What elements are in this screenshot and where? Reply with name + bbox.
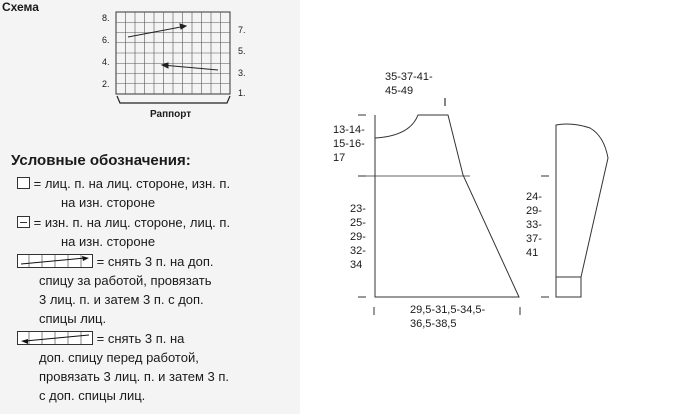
dim-line: 35-37-41- bbox=[385, 71, 433, 83]
dim-line: 37- bbox=[526, 233, 542, 245]
dim-line: 13-14- bbox=[333, 124, 365, 136]
dim-line: 41 bbox=[526, 247, 539, 259]
row-number: 3. bbox=[238, 68, 246, 78]
body-dimension-ticks bbox=[358, 115, 520, 315]
row-number: 4. bbox=[102, 57, 110, 67]
legend-item-purl bbox=[17, 213, 297, 251]
row-number: 6. bbox=[102, 35, 110, 45]
legend-text: = изн. п. на лиц. стороне, лиц. п. bbox=[33, 215, 231, 230]
body-pattern bbox=[375, 98, 519, 297]
dim-line: 23- bbox=[350, 203, 366, 215]
row-number: 7. bbox=[238, 25, 246, 35]
legend-text: = снять 3 п. на доп. bbox=[96, 254, 214, 269]
row-number: 5. bbox=[238, 46, 246, 56]
legend-text: доп. спицу перед работой, bbox=[39, 350, 199, 365]
dash-cell-icon bbox=[17, 216, 30, 228]
dim-line: 45-49 bbox=[385, 85, 414, 97]
empty-cell-icon bbox=[17, 177, 30, 189]
legend-item-cable-left bbox=[17, 329, 297, 405]
legend-title: Условные обозначения: bbox=[11, 152, 191, 169]
neck-width-label bbox=[385, 70, 433, 98]
legend-text: провязать 3 лиц. п. и затем 3 п. bbox=[39, 369, 230, 384]
legend-text: = лиц. п. на лиц. стороне, изн. п. bbox=[33, 176, 231, 191]
sleeve-pattern bbox=[556, 124, 608, 297]
row-number: 1. bbox=[238, 88, 246, 98]
dim-line: 24- bbox=[526, 191, 542, 203]
dim-line: 29- bbox=[526, 205, 542, 217]
legend-text: на изн. стороне bbox=[61, 234, 156, 249]
sleeve-length-label bbox=[526, 190, 542, 260]
legend-text: спицы лиц. bbox=[39, 311, 107, 326]
scheme-grid bbox=[116, 12, 230, 94]
dim-line: 36,5-38,5 bbox=[410, 318, 457, 330]
cable-right-icon bbox=[17, 254, 93, 268]
cable-left-icon bbox=[17, 331, 93, 345]
armhole-depth-label bbox=[333, 123, 365, 165]
legend-text: на изн. стороне bbox=[61, 195, 156, 210]
row-number: 8. bbox=[102, 13, 110, 23]
dim-line: 33- bbox=[526, 219, 542, 231]
dim-line: 15-16- bbox=[333, 138, 365, 150]
legend-text: с доп. спицы лиц. bbox=[39, 388, 146, 403]
sleeve-dimension-ticks bbox=[541, 176, 549, 297]
rapport-bracket bbox=[117, 96, 230, 103]
row-number: 2. bbox=[102, 79, 110, 89]
body-length-label bbox=[350, 202, 366, 272]
scheme-title: Схема bbox=[2, 0, 39, 14]
legend-item-knit bbox=[17, 174, 297, 212]
legend-item-cable-right bbox=[17, 252, 297, 328]
legend-text: = снять 3 п. на bbox=[96, 331, 185, 346]
dim-line: 25- bbox=[350, 217, 366, 229]
dim-line: 29- bbox=[350, 231, 366, 243]
dim-line: 32- bbox=[350, 245, 366, 257]
hem-width-label bbox=[410, 303, 485, 331]
dim-line: 29,5-31,5-34,5- bbox=[410, 304, 486, 316]
legend-text: 3 лиц. п. и затем 3 п. с доп. bbox=[39, 292, 204, 307]
rapport-label: Раппорт bbox=[150, 109, 192, 120]
dim-line: 17 bbox=[333, 152, 346, 164]
legend-text: спицу за работой, провязать bbox=[39, 273, 212, 288]
dim-line: 34 bbox=[350, 259, 363, 271]
